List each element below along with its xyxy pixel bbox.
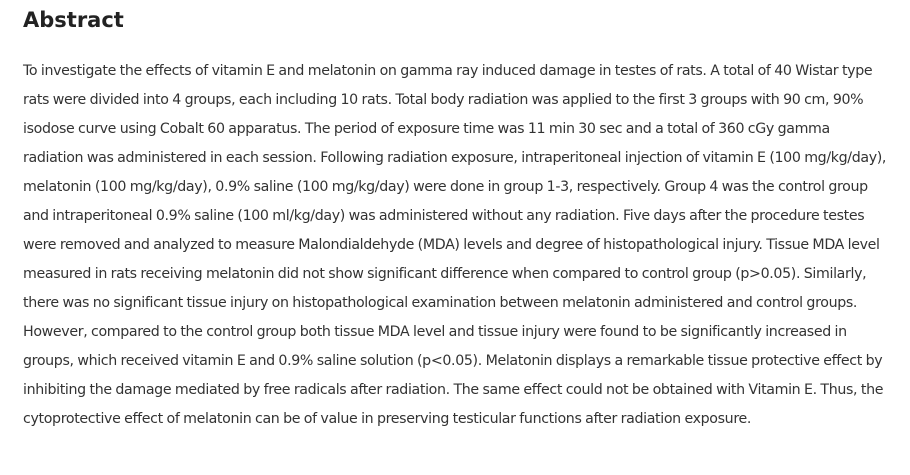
abstract-body-text: To investigate the effects of vitamin E and melatonin on gamma ray induced damage in testes of rats. A total of 40 Wistar type rats were divided into 4 groups, each including 10 rats. Total body radiation was applied to the first 3 groups with 90 cm, 90% isodose curve using Cobalt 60 apparatus. The period of exposure time was 11 min 30 sec and a total of 360 cGy gamma radiation was administered in each session. Following radiation exposure, intraperitoneal injection of vitamin E (100 mg/kg/day), melatonin (100 mg/kg/day), 0.9% saline (100 mg/kg/day) were done in group 1-3, respectively. Group 4 was the control group and intraperitoneal 0.9% saline (100 ml/kg/day) was administered without any radiation. Five days after the procedure testes were removed and analyzed to measure Malondialdehyde (MDA) levels and degree of histopathological injury. Tissue MDA level measured in rats receiving melatonin did not show significant difference when compared to control group (p>0.05). Similarly, there was no significant tissue injury on histopathological examination between melatonin administered and control groups. However, compared to the control group both tissue MDA level and tissue injury were found to be significantly increased in groups, which received vitamin E and 0.9% saline solution (p<0.05). Melatonin displays a remarkable tissue protective effect by inhibiting the damage mediated by free radicals after radiation. The same effect could not be obtained with Vitamin E. Thus, the cytoprotective effect of melatonin can be of value in preserving testicular functions after radiation exposure.: [23, 63, 887, 427]
abstract-heading: Abstract: [23, 8, 124, 32]
